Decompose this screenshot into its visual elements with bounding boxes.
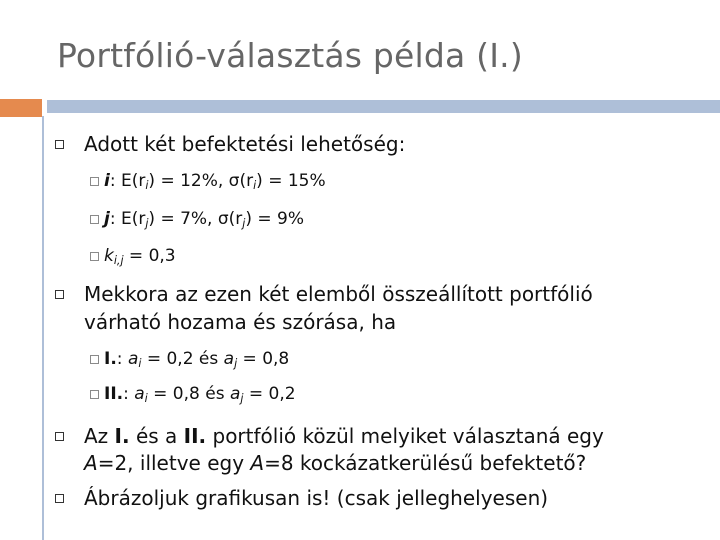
bullet-square-icon [55, 140, 64, 149]
intro-text: Adott két befektetési lehetőség: [84, 132, 406, 156]
choice-line-1: Az I. és a II. portfólió közül melyiket választaná egy [84, 424, 604, 448]
case-2-line: II.: $a_i = 0,8$ és $a_j = 0,2$ [104, 384, 296, 405]
title-accent-bar [0, 99, 42, 117]
title-divider-bar [47, 100, 720, 113]
bullet-square-icon [55, 432, 64, 441]
sub-bullet-square-icon [90, 252, 99, 261]
question-line-2: várható hozama és szórása, ha [84, 310, 397, 334]
case-1-line: I.: $a_i = 0,2$ és $a_j = 0,8$ [104, 349, 290, 370]
left-rule [42, 116, 44, 540]
sub-bullet-square-icon [90, 215, 99, 224]
asset-j-line: j: $E(r_j) = 7\%$, $\sigma(r_j) = 9\%$ [104, 209, 304, 230]
graph-instruction: Ábrázoljuk grafikusan is! (csak jelleghelyesen) [84, 486, 549, 510]
sub-bullet-square-icon [90, 390, 99, 399]
choice-line-2: A=2, illetve egy A=8 kockázatkerülésű befektető? [84, 451, 587, 475]
correlation-line: $k_{i,j} = 0,3$ [104, 246, 176, 267]
bullet-square-icon [55, 494, 64, 503]
slide-title: Portfólió-választás példa (I.) [57, 36, 523, 75]
question-line-1: Mekkora az ezen két elemből összeállított portfólió [84, 282, 593, 306]
asset-i-line: i: $E(r_i) = 12\%$, $\sigma(r_i) = 15\%$ [104, 171, 326, 192]
bullet-square-icon [55, 290, 64, 299]
sub-bullet-square-icon [90, 177, 99, 186]
sub-bullet-square-icon [90, 355, 99, 364]
